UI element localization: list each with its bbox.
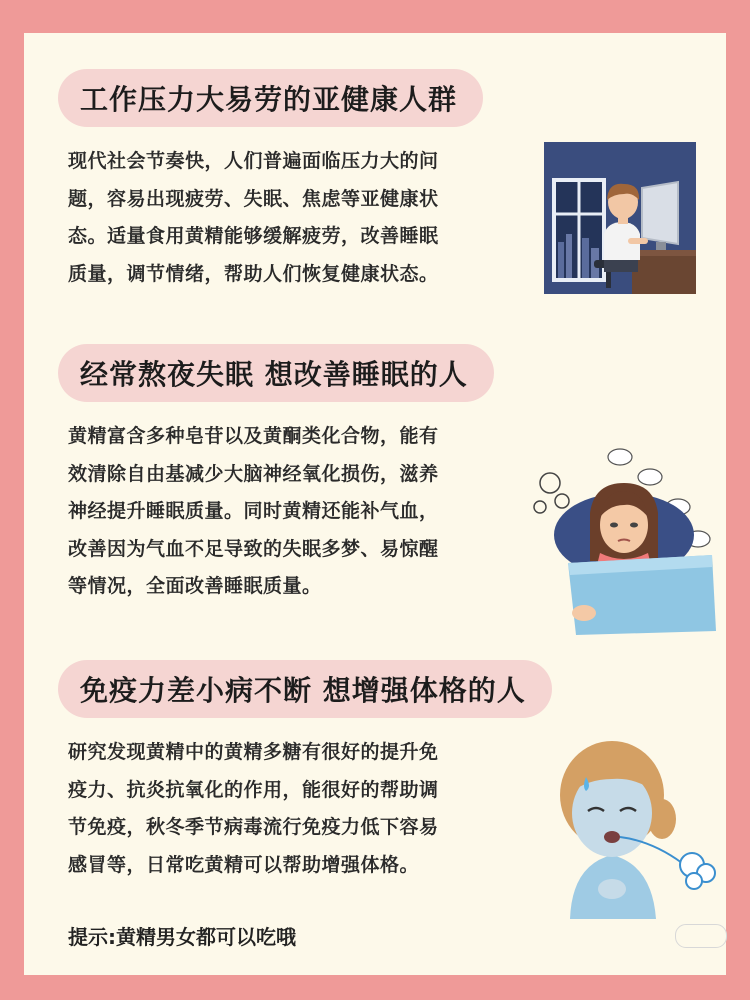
section-3-title: 免疫力差小病不断 想增强体格的人	[58, 660, 552, 718]
section-3-line: 感冒等，日常吃黄精可以帮助增强体格。	[68, 853, 420, 876]
office-worker-illustration	[544, 142, 696, 294]
section-2-line: 等情况，全面改善睡眠质量。	[68, 575, 322, 597]
watermark-logo	[675, 924, 727, 948]
section-1-line: 态。适量食用黄精能够缓解疲劳，改善睡眠	[68, 225, 439, 247]
section-1-title: 工作压力大易劳的亚健康人群	[58, 69, 483, 127]
section-1-line: 现代社会节奏快，人们普遍面临压力大的问	[68, 150, 439, 172]
section-2-line: 神经提升睡眠质量。同时黄精还能补气血，	[68, 500, 439, 522]
section-2-text	[68, 418, 439, 606]
sick-girl-illustration	[542, 733, 722, 919]
section-2-line: 黄精富含多种皂苷以及黄酮类化合物，能有	[68, 425, 439, 447]
sleepless-girl-illustration	[524, 443, 720, 643]
section-3-line: 节免疫，秋冬季节病毒流行免疫力低下容易	[68, 816, 439, 838]
tip-text: 提示:黄精男女都可以吃哦	[68, 925, 296, 949]
section-3-text	[68, 734, 439, 884]
section-1-line: 质量，调节情绪，帮助人们恢复健康状态。	[68, 262, 439, 285]
section-1-text	[68, 143, 439, 293]
section-3-line: 疫力、抗炎抗氧化的作用，能很好的帮助调	[68, 778, 439, 801]
content-card	[24, 33, 726, 975]
section-3-line: 研究发现黄精中的黄精多糖有很好的提升免	[68, 741, 439, 763]
section-2-line: 改善因为气血不足导致的失眠多梦、易惊醒	[68, 537, 439, 560]
section-2-title: 经常熬夜失眠 想改善睡眠的人	[58, 344, 494, 402]
section-2-line: 效清除自由基减少大脑神经氧化损伤，滋养	[68, 462, 439, 485]
section-1-line: 题，容易出现疲劳、失眠、焦虑等亚健康状	[68, 187, 439, 210]
